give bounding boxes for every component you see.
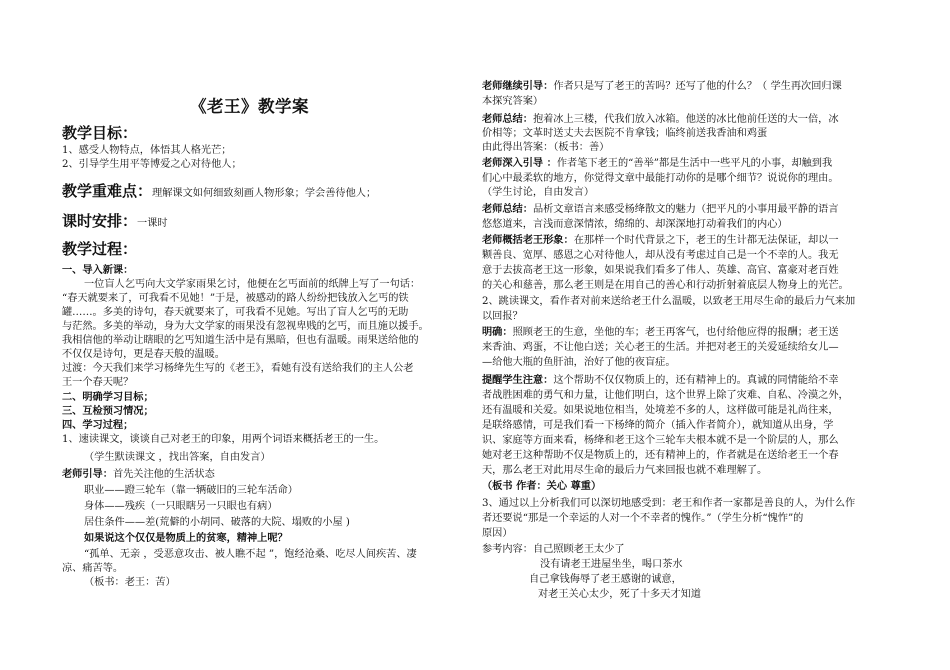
clarify-text: 来香油、鸡蛋，不让他白送；关心老王的生活。并把对老王的关爱延续给女儿— <box>482 342 839 353</box>
character-summary-line: 的关心和慈善，那么老王则是在用自己的善心和行动折射着底层人物身上的光芒。 <box>482 280 849 291</box>
character-summary-text: 在那样一个时代背景之下，老王的生计都无法保证，却以一 <box>573 235 839 246</box>
section-2-heading: 二、明确学习目标； <box>62 391 154 403</box>
time-heading: 课时安排： <box>62 212 138 230</box>
reference-item: 自己照顾老王太少了 <box>532 544 625 555</box>
intro-line: 与茫然。多美的举动，身为大文学家的雨果没有忽视卑贱的乞丐，而且施以援手。 <box>62 321 429 332</box>
teacher-guide <box>62 468 215 481</box>
deep-guide-text: 作者笔下老王的“善举”都是生活中一些平凡的小事，却触到我 <box>556 158 833 169</box>
reference-item: 没有请老王进屋坐坐，喝口茶水 <box>540 559 683 570</box>
teacher-summary-2-text: 品析文章语言来感受杨绛散文的魅力（把平凡的小事用最平静的语言 <box>532 204 839 215</box>
clarify <box>482 326 839 339</box>
teacher-summary-label: 老师总结： <box>482 113 533 125</box>
step-3: 原因） <box>482 528 513 539</box>
teacher-summary-text: 由此得出答案：（板书：善） <box>482 142 610 153</box>
intro-line: 王一个春天呢？ <box>62 377 134 388</box>
time-row <box>62 210 168 231</box>
character-summary-line: 意于去拔高老王这一形象，如果说我们看多了伟人、英雄、高官、富豪对老百姓 <box>482 265 839 276</box>
keypoint-heading: 教学重难点： <box>62 182 153 200</box>
step-1-note: （学生默读课文 ，找出答案，自由发言） <box>84 452 271 463</box>
quote-line: “孤单、无亲 ，受恶意攻击、被人瞧不起 ”，饱经沧桑、吃尽人间疾苦、凄 <box>84 549 417 560</box>
intro-line: 我相信他的举动让瞎眼的乞丐知道生活中是有黑暗，但也有温暖。雨果送给他的 <box>62 335 419 346</box>
body-line: 身体——残疾（一只眼瞎另一只眼也有病） <box>84 501 278 512</box>
goal-2: 2、引导学生用平等博爱之心对待他人； <box>62 159 242 170</box>
intro-line: 罐……。多美的诗句，春天就要来了，可我看不见她。写出了盲人乞丐的无助 <box>62 307 409 318</box>
intro-line: 过渡：今天我们来学习杨绛先生写的《老王》，看她有没有送给我们的主人公老 <box>62 363 414 374</box>
reminder <box>482 374 839 387</box>
section-4-heading: 四、学习过程； <box>62 419 134 431</box>
deep-guide-label: 老师深入引导 ： <box>482 157 557 169</box>
reminder-line: 还有温暖和关爱。如果说地位相当，处境差不多的人，这样做可能是礼尚往来， <box>482 405 839 416</box>
reference-item: 自己拿钱侮辱了老王感谢的诚意， <box>529 574 682 585</box>
process-heading: 教学过程： <box>62 240 138 258</box>
time-text: 一课时 <box>137 218 168 229</box>
reference <box>482 543 625 556</box>
teacher-summary-2-text: 悠悠道来，言浅而意深情浓，绵绵的、却深深地打动着我们的内心） <box>482 219 788 230</box>
clarify-text: —给他大瓶的鱼肝油，治好了他的夜盲症。 <box>482 357 676 368</box>
teacher-summary-2 <box>482 203 839 216</box>
home-line: 居住条件——差(荒僻的小胡同、破落的大院、塌败的小屋 ) <box>84 517 350 528</box>
character-summary-label: 老师概括老王形象： <box>482 234 574 246</box>
teacher-guide-label: 老师引导： <box>62 468 113 480</box>
intro-line: 一位盲人乞丐向大文学家雨果乞讨，他便在乞丐面前的纸牌上写了一句话： <box>84 279 421 290</box>
continue-guide-text: 本探究答案） <box>482 96 544 107</box>
reference-item: 对老王关心太少，死了十多天才知道 <box>538 589 701 600</box>
board-note: （板书：老王：苦） <box>84 577 176 588</box>
quote-line: 凉、痛苦等。 <box>62 563 124 574</box>
reminder-line: 天，那么老王对此用尽生命的最后力气来回报也就不难理解了。 <box>482 465 768 476</box>
section-3-heading: 三、互检预习情况； <box>62 405 154 417</box>
deep-guide-text: 们心中最柔软的地方，你觉得文章中最能打动你的是哪个细节？说说你的理由。 <box>482 173 839 184</box>
teacher-summary-2-label: 老师总结： <box>482 203 533 215</box>
continue-guide <box>482 80 842 93</box>
keypoint-row <box>62 180 376 201</box>
teacher-summary-text: 抱着冰上三楼，代我们放入冰箱。他送的冰比他前任送的大一倍，冰 <box>532 114 839 125</box>
document-title: 《老王》教学案 <box>190 97 309 116</box>
reminder-line: 识、家庭等方面来看，杨绛和老王这个三轮车夫根本就不是一个阶层的人，那么 <box>482 435 839 446</box>
question-line: 如果说这个仅仅是物质上的贫寒，精神上呢？ <box>84 532 288 544</box>
reference-label: 参考内容： <box>482 544 533 555</box>
board-note-2: （板书 作者：关心 尊重） <box>482 480 602 492</box>
job-line: 职业——蹬三轮车（靠一辆破旧的三轮车活命） <box>84 485 298 496</box>
intro-line: “春天就要来了，可我看不见她！”于是，被感动的路人纷纷把钱放入乞丐的铁 <box>62 293 409 304</box>
keypoint-text: 理解课文如何细致刻画人物形象；学会善待他人； <box>152 188 377 199</box>
reminder-line: 她对老王这种帮助不仅是物质上的，还有精神上的，作者就是在送给老王一个春 <box>482 450 839 461</box>
step-2: 2、跳读课文，看作者对前来送给老王什么温暖，以致老王用尽生命的最后力气来加 <box>482 296 856 307</box>
reminder-text: 这个帮助不仅仅物质上的，还有精神上的。真诚的同情能给不幸 <box>553 375 839 386</box>
step-3: 3、通过以上分析我们可以深切地感受到：老王和作者一家都是善良的人，为什么作 <box>482 498 856 509</box>
goals-heading: 教学目标： <box>62 124 138 142</box>
teacher-summary <box>482 113 839 126</box>
reminder-line: 是联络感情，可是我们看一下杨绛的简介（插入作者简介），就知道从出身，学 <box>482 420 834 431</box>
deep-guide <box>482 157 832 170</box>
step-2: 以回报？ <box>482 311 523 322</box>
step-1: 1、速读课文，谈谈自己对老王的印象，用两个词语来概括老王的一生。 <box>62 434 385 445</box>
clarify-text: 照顾老王的生意，坐他的车；老王再客气，也付给他应得的报酬；老王送 <box>512 327 839 338</box>
reminder-label: 提醒学生注意： <box>482 374 554 386</box>
intro-line: 不仅仅是诗句，更是春天般的温暖。 <box>62 349 225 360</box>
character-summary <box>482 234 839 247</box>
teacher-summary-text: 价相等；文革时送丈夫去医院不肯拿钱；临终前送我香油和鸡蛋 <box>482 128 768 139</box>
deep-guide-text: （学生讨论，自由发言） <box>482 187 595 198</box>
step-3: 者还要说“那是一个幸运的人对一个不幸者的愧作。”（学生分析“愧怍”的 <box>482 513 804 524</box>
continue-guide-label: 老师继续引导： <box>482 80 554 92</box>
goal-1: 1、感受人物特点，体悟其人格光芒； <box>62 145 232 156</box>
section-1-heading: 一、导入新课： <box>62 264 134 276</box>
continue-guide-text: 作者只是写了老王的苦吗？还写了他的什么？（ 学生再次回归课 <box>553 81 842 92</box>
teacher-guide-text: 首先关注他的生活状态 <box>112 469 215 480</box>
clarify-label: 明确： <box>482 326 513 338</box>
reminder-line: 者战胜困难的勇气和力量，让他们明白，这个世界上除了灾难、自私、冷漠之外， <box>482 390 849 401</box>
character-summary-line: 颗善良、宽厚、感恩之心对待他人，却从没有考虑过自己是一个不幸的人。我无 <box>482 250 839 261</box>
